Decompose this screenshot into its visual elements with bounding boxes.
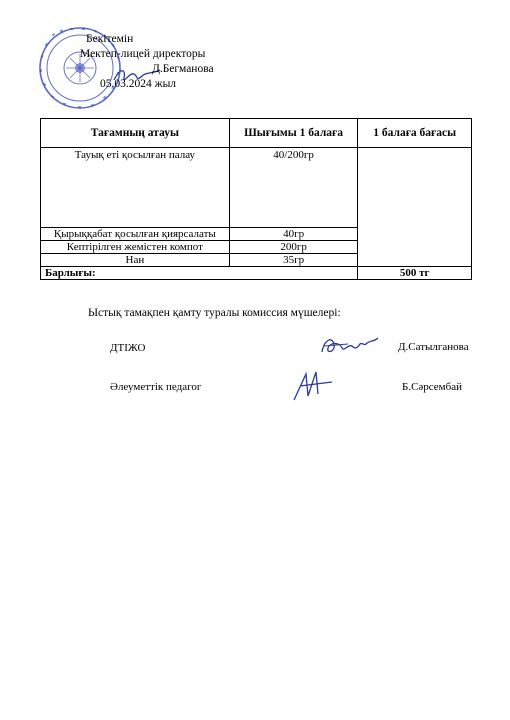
table-total-row [41, 267, 472, 280]
menu-table [40, 118, 472, 280]
portion-cell: 35гр [229, 254, 358, 267]
table-header-row [41, 119, 472, 148]
dish-name-cell: Нан [41, 254, 230, 267]
approval-director-name: Д.Бегманова [152, 63, 214, 75]
total-value: 500 тг [358, 267, 472, 280]
portion-cell: 40/200гр [229, 148, 358, 228]
member-1-signature-icon [318, 332, 380, 360]
portion-cell: 40гр [229, 228, 358, 241]
dish-name-cell: Кептірілген жемістен компот [41, 241, 230, 254]
header-dish-name: Тағамның атауы [41, 119, 230, 148]
dish-name-cell: Тауық еті қосылған палау [41, 148, 230, 228]
portion-cell: 200гр [229, 241, 358, 254]
member-name-2: Б.Сәрсембай [402, 381, 463, 393]
header-price: 1 балаға бағасы [358, 119, 472, 148]
header-portion: Шығымы 1 балаға [229, 119, 358, 148]
dish-name-cell: Қырыққабат қосылған қиярсалаты [41, 228, 230, 241]
member-2-signature-icon [290, 368, 336, 404]
total-label: Барлығы: [41, 267, 358, 280]
approval-heading: Бекітемін [86, 33, 134, 45]
approval-position: Мектеп-лицей директоры [80, 48, 206, 60]
approval-block [74, 32, 214, 92]
price-cell-merged [358, 148, 472, 267]
member-role-1: ДТІЖО [110, 342, 146, 354]
approval-date: 05.03.2024 жыл [100, 78, 177, 90]
commission-title: Ыстық тамақпен қамту туралы комиссия мүшелері: [88, 307, 341, 319]
table-row [41, 148, 472, 228]
member-role-2: Әлеуметтік педагог [110, 381, 202, 393]
member-name-1: Д.Сатылганова [398, 341, 469, 353]
